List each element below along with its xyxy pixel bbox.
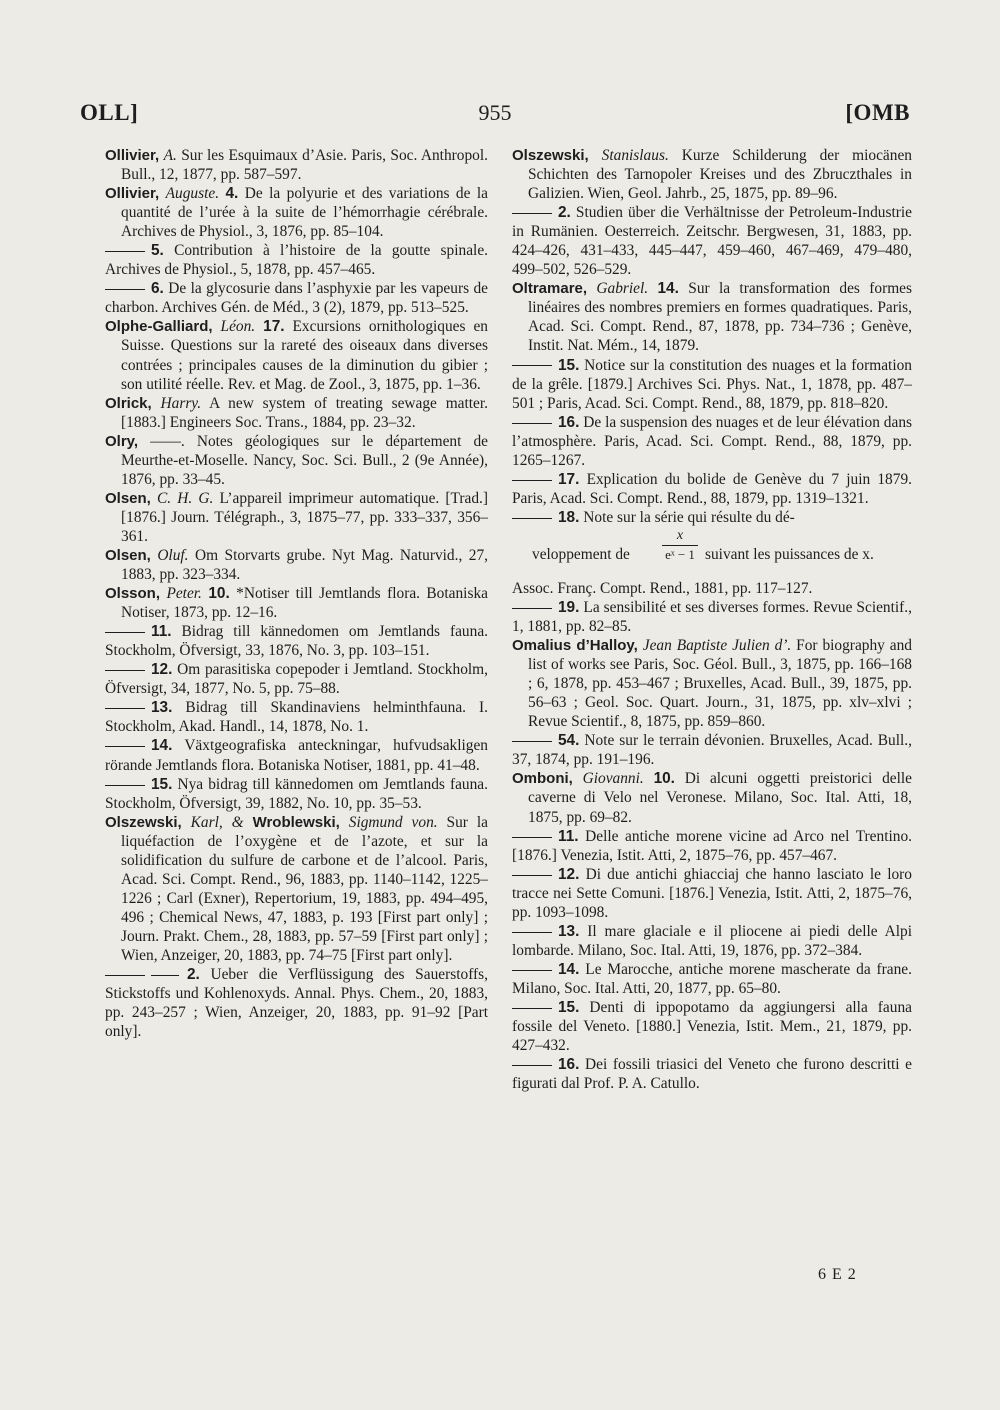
work-number: 13. — [151, 699, 173, 717]
work-number: 18. — [558, 508, 580, 526]
work-number: 4. — [225, 185, 239, 203]
author-given-name: C. H. G. — [157, 489, 214, 507]
ditto-rule — [512, 1008, 552, 1009]
work-number: 11. — [558, 827, 579, 845]
work-number: 12. — [151, 661, 173, 679]
author-given-name: Léon. — [220, 318, 256, 336]
formula-prefix: veloppement de — [532, 545, 630, 563]
citation-text: Di alcuni oggetti preistorici delle caverne di Velo nel Veronese. Milano, Soc. Ital. Atti, 18, 1875, pp. 69–82. — [528, 770, 912, 826]
work-number: 17. — [263, 318, 285, 336]
citation-text: Note sur le terrain dévonien. Bruxelles, Acad. Bull., 37, 1874, pp. 191–196. — [512, 732, 912, 769]
work-number: 11. — [151, 623, 172, 641]
author-given-name: Gabriel. — [596, 280, 649, 298]
author-given-name: Karl, & — [190, 813, 253, 831]
bib-entry — [105, 432, 488, 489]
formula-suffix: suivant les puissances de x. — [705, 545, 874, 563]
ditto-rule — [105, 251, 145, 252]
citation-text: Le Marocche, antiche morene mascherate da frane. Milano, Soc. Ital. Atti, 20, 1877, pp. 65–80. — [512, 960, 912, 997]
bib-subentry — [105, 698, 488, 736]
author-name: Olphe-Galliard, — [105, 318, 213, 336]
citation-text: De la polyurie et des variations de la quantité de l’urée à la suite de l’hémorrhagie cérébrale. Archives de Physiol., 3, 1876, pp. 85–104. — [121, 185, 488, 241]
ditto-rule — [512, 837, 552, 838]
work-number: 14. — [558, 960, 580, 978]
citation-text: Explication du bolide de Genève du 7 juin 1879. Paris, Acad. Sci. Compt. Rend., 88, 1879, pp. 1319–1321. — [512, 470, 912, 507]
author-given-name: Oluf. — [157, 546, 189, 564]
citation-text: Bidrag till Skandinaviens helminthfauna. I. Stockholm, Akad. Handl., 14, 1878, No. 1. — [105, 699, 488, 736]
author-name: Ollivier, — [105, 185, 160, 203]
work-number: 54. — [558, 732, 580, 750]
citation-text: Contribution à l’histoire de la goutte spinale. Archives de Physiol., 5, 1878, pp. 457–465. — [105, 242, 488, 279]
bib-entry — [512, 279, 912, 355]
bib-entry — [512, 769, 912, 826]
bib-entry — [105, 584, 488, 622]
bib-subentry — [105, 279, 488, 317]
bib-subentry — [105, 775, 488, 813]
ditto-rule — [105, 746, 145, 747]
author-given-name: A. — [163, 147, 177, 164]
author-given-name: Auguste. — [165, 185, 220, 203]
author-given-name: Harry. — [160, 394, 202, 412]
author-given-name: Giovanni. — [582, 770, 644, 788]
ditto-rule — [105, 289, 145, 290]
citation-text: De la glycosurie dans l’asphyxie par les vapeurs de charbon. Archives Gén. de Méd., 3 (2), 1879, pp. 513–525. — [105, 280, 488, 317]
citation-text: Sur les Esquimaux d’Asie. Paris, Soc. Anthropol. Bull., 12, 1877, pp. 587–597. — [121, 147, 488, 184]
citation-text: *Notiser till Jemtlands flora. Botaniska Notiser, 1873, pp. 12–16. — [121, 585, 488, 622]
formula-line — [512, 527, 912, 579]
work-number: 19. — [558, 598, 580, 616]
citation-text: Sur la liquéfaction de l’oxygène et de l’azote, et sur la solidification du sulfure de carbone et de l’alcool. Paris, Acad. Sci. Compt. Rend., 96, 1883, pp. 1140–1142, 1225–1226 ; Carl (Exner), Repertorium, 19, 1883, pp. 494–495, 496 ; Chemical News, 47, 1883, p. 193 [First part only] ; Journ. Prakt. Chem., 28, 1883, pp. 57–59 [First part only] ; Wien, Anzeiger, 20, 1883, pp. 74–75 [First part only]. — [121, 813, 488, 964]
work-number: 16. — [558, 1056, 580, 1074]
citation-text: Denti di ippopotamo da aggiungersi alla fauna fossile del Veneto. [1880.] Venezia, Istit. Mem., 21, 1879, pp. 427–432. — [512, 998, 912, 1055]
work-number: 15. — [558, 998, 580, 1016]
bib-entry — [512, 636, 912, 731]
bib-subentry — [512, 470, 912, 508]
bib-subentry — [512, 598, 912, 636]
fraction-denominator: eˣ − 1 — [665, 546, 695, 562]
fraction-numerator: x — [676, 527, 684, 543]
work-number: 16. — [558, 413, 580, 431]
work-number: 2. — [558, 204, 571, 222]
signature-mark: 6 E 2 — [818, 1266, 857, 1283]
citation-text: Växtgeografiska anteckningar, hufvudsakligen rörande Jemtlands flora. Botaniska Notiser, 1881, pp. 41–48. — [105, 737, 488, 774]
work-number: 12. — [558, 865, 580, 883]
citation-text: L’appareil imprimeur automatique. [Trad.] [1876.] Journ. Télégraph., 3, 1875–77, pp. 333–337, 356–361. — [121, 489, 489, 545]
bib-entry — [105, 394, 488, 432]
author-given-name: Peter. — [166, 585, 202, 603]
work-number: 14. — [657, 280, 679, 298]
citation-text: Di due antichi ghiacciaj che hanno lasciato le loro tracce nei Sette Comuni. [1876.] Venezia, Istit. Atti, 2, 1875–76, pp. 1093–1098. — [512, 865, 912, 921]
ditto-rule — [512, 932, 552, 933]
citation-text: Kurze Schilderung der miocänen Schichten des Tarnopoler Kreises und des Zbruczthales in Galizien. Wien, Geol. Jahrb., 25, 1875, pp. 89–96. — [528, 147, 912, 203]
ditto-rule — [105, 708, 145, 709]
ditto-rule — [151, 975, 179, 976]
ditto-rule — [512, 423, 552, 424]
citation-text: De la suspension des nuages et de leur élévation dans l’atmosphère. Paris, Acad. Sci. Compt. Rend., 88, 1879, pp. 1265–1267. — [512, 413, 912, 469]
citation-text: Nya bidrag till kännedomen om Jemtlands fauna. Stockholm, Öfversigt, 39, 1882, No. 10, pp. 35–53. — [105, 775, 488, 812]
work-number: 6. — [151, 280, 164, 298]
work-number: 2. — [187, 966, 200, 984]
ditto-rule — [105, 975, 145, 976]
ditto-rule — [512, 518, 552, 519]
bib-subentry — [512, 356, 912, 413]
citation-text: Il mare glaciale e il pliocene ai piedi delle Alpi lombarde. Milano, Soc. Ital. Atti, 19, 1876, pp. 372–384. — [512, 922, 912, 959]
ditto-rule — [105, 785, 145, 786]
fraction — [662, 527, 698, 563]
author-name: Olsen, — [105, 546, 151, 564]
work-number: 10. — [208, 585, 230, 603]
right-column — [512, 146, 912, 1093]
author-name: Wroblewski, — [252, 813, 340, 831]
ditto-rule — [105, 632, 145, 633]
bib-entry — [105, 317, 488, 393]
citation-text: Om Storvarts grube. Nyt Mag. Naturvid., 27, 1883, pp. 323–334. — [121, 546, 488, 584]
bib-subentry — [105, 241, 488, 279]
ditto-rule — [512, 608, 552, 609]
bib-entry — [512, 146, 912, 203]
page-number: 955 — [478, 100, 512, 125]
author-name: Olrick, — [105, 394, 152, 412]
citation-text: Dei fossili triasici del Veneto che furono descritti e figurati dal Prof. P. A. Catullo. — [512, 1056, 912, 1093]
author-name: Olsen, — [105, 489, 151, 507]
citation-text: Notice sur la constitution des nuages et la formation de la grêle. [1879.] Archives Sci. Phys. Nat., 1, 1878, pp. 487–501 ; Paris, Acad. Sci. Compt. Rend., 88, 1879, pp. 818–820. — [512, 356, 912, 412]
author-name: Ollivier, — [105, 147, 160, 164]
citation-text: Delle antiche morene vicine ad Arco nel Trentino. [1876.] Venezia, Istit. Atti, 2, 1875–76, pp. 457–467. — [512, 827, 912, 864]
left-column — [105, 146, 488, 1041]
author-given-name: Stanislaus. — [601, 147, 669, 164]
author-name: Omalius d’Halloy, — [512, 637, 638, 655]
bib-subentry — [512, 998, 912, 1055]
citation-text: Excursions ornithologiques en Suisse. Questions sur la rareté des oiseaux dans diverses contrées ; principales causes de la diminution du gibier ; son utilité réelle. Rev. et Mag. de Zool., 3, 1875, pp. 1–36. — [121, 318, 488, 393]
bib-subentry-formula — [512, 508, 912, 598]
citation-text: Note sur la série qui résulte du dé- — [579, 508, 795, 526]
work-number: 13. — [558, 922, 580, 940]
ditto-rule — [512, 741, 552, 742]
bib-subentry — [512, 865, 912, 922]
citation-text: For biography and list of works see Paris, Soc. Géol. Bull., 3, 1875, pp. 166–168 ; 6, 1878, pp. 453–467 ; Bruxelles, Acad. Bull., 39, 1875, pp. 56–63 ; Geol. Soc. Quart. Journ., 31, 1875, pp. xlv–xlvi ; Revue Scientif., 8, 1875, pp. 859–860. — [528, 637, 912, 731]
header-right-range: [OMB — [845, 100, 910, 125]
work-number: 10. — [653, 770, 675, 788]
formula-first-line — [512, 508, 912, 527]
bib-subentry — [512, 413, 912, 470]
ditto-rule — [512, 365, 552, 366]
citation-text: Assoc. Franç. Compt. Rend., 1881, pp. 117–127. — [512, 579, 813, 597]
running-header — [80, 100, 910, 140]
bib-entry — [105, 813, 488, 965]
ditto-rule — [512, 875, 552, 876]
work-number: 17. — [558, 470, 580, 488]
bib-subentry — [512, 1055, 912, 1093]
author-name: Olszewski, — [512, 147, 589, 164]
citation-text: A new system of treating sewage matter. [1883.] Engineers Soc. Trans., 1884, pp. 23–32. — [121, 394, 488, 431]
work-number: 15. — [558, 356, 580, 374]
citation-text: Om parasitiska copepoder i Jemtland. Stockholm, Öfversigt, 34, 1877, No. 5, pp. 75–88. — [105, 661, 488, 698]
bib-subentry — [512, 922, 912, 960]
author-name: Olsson, — [105, 585, 161, 603]
bib-entry — [105, 184, 488, 241]
ditto-rule — [512, 213, 552, 214]
work-number: 14. — [151, 737, 173, 755]
author-given-name: Sigmund von. — [348, 813, 438, 831]
bib-subentry — [105, 965, 488, 1041]
bib-subentry — [105, 622, 488, 660]
author-name: Olry, — [105, 432, 139, 450]
bib-subentry — [512, 731, 912, 769]
author-name: Omboni, — [512, 770, 573, 788]
author-given-name: Jean Baptiste Julien d’. — [642, 637, 792, 655]
bib-subentry — [105, 736, 488, 774]
bib-subentry — [105, 660, 488, 698]
citation-text: Studien über die Verhältnisse der Petroleum-Industrie in Rumänien. Oesterreich. Zeitschr. Bergwesen, 31, 1883, pp. 424–426, 431–433, 445–447, 459–460, 467–469, 479–480, 499–502, 526–529. — [512, 204, 912, 279]
ditto-rule — [512, 480, 552, 481]
author-name: Olszewski, — [105, 813, 182, 831]
citation-text: Bidrag till kännedomen om Jemtlands fauna. Stockholm, Öfversigt, 33, 1876, No. 3, pp. 103–151. — [105, 623, 488, 660]
ditto-rule — [105, 670, 145, 671]
ditto-rule — [512, 1065, 552, 1066]
bib-entry — [105, 489, 488, 546]
header-left-range: OLL] — [80, 100, 139, 125]
bib-entry — [105, 546, 488, 584]
citation-text: ——. Notes géologiques sur le département de Meurthe-et-Moselle. Nancy, Soc. Sci. Bull., 2 (9e Année), 1876, pp. 33–45. — [121, 432, 488, 488]
bib-entry — [105, 146, 488, 184]
citation-text: La sensibilité et ses diverses formes. Revue Scientif., 1, 1881, pp. 82–85. — [512, 598, 912, 636]
work-number: 5. — [151, 242, 164, 260]
bib-subentry — [512, 960, 912, 998]
bib-subentry — [512, 203, 912, 279]
bib-subentry — [512, 827, 912, 865]
work-number: 15. — [151, 775, 173, 793]
author-name: Oltramare, — [512, 280, 588, 298]
citation-text: Ueber die Verflüssigung des Sauerstoffs, Stickstoffs und Kohlenoxyds. Annal. Phys. Chem., 20, 1883, pp. 243–257 ; Wien, Anzeiger, 20, 1883, pp. 91–92 [Part only]. — [105, 966, 488, 1041]
citation-text: Sur la transformation des formes linéaires des nombres premiers en formes quadratiques. Paris, Acad. Sci. Compt. Rend., 87, 1878, pp. 734–736 ; Genève, Instit. Nat. Mém., 14, 1879. — [528, 280, 912, 355]
ditto-rule — [512, 970, 552, 971]
